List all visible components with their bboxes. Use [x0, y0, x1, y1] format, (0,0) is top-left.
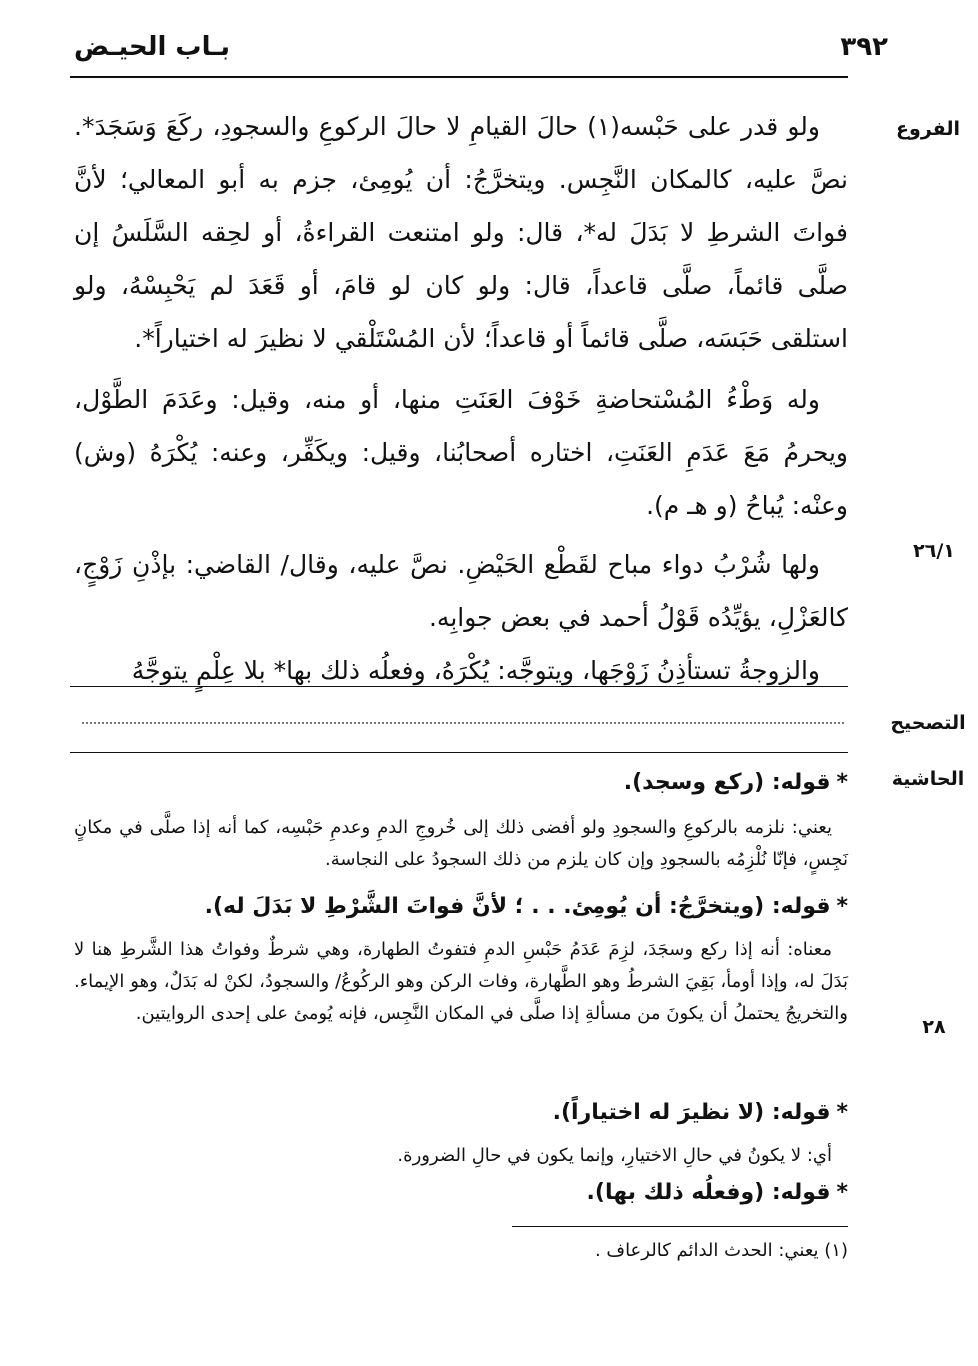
main-paragraph: ولو قدر على حَبْسه(١) حالَ القيامِ لا حالَ الركوعِ والسجودِ، ركَعَ وَسَجَدَ*. نصَّ عليه، كالمكان النَّجِس. ويتخرَّجُ: أن يُومِئ، جزم به أبو المعالي؛ لأنَّ فواتَ الشرطِ لا بَدَلَ له*، قال: ولو امتنعت القراءةُ، أو لحِقه السَّلَسُ إن صلَّى قائماً، صلَّى قاعداً، قال: ولو كان لو قامَ، أو قَعَدَ لم يَحْبِسْهُ، ولو استلقى حَبَسَه، صلَّى قائماً أو قاعداً؛ لأن المُسْتَلْقي لا نظيرَ له اختياراً*. [74, 112, 848, 353]
side-label-tashih: التصحيح [890, 712, 966, 734]
note-heading: *قوله: (لا نظيرَ له اختياراً). [552, 1100, 848, 1125]
section-rule [70, 686, 848, 687]
note-heading: *قوله: (ركع وسجد). [623, 770, 848, 795]
main-text [74, 100, 848, 697]
side-label-hashiya: الحاشية [891, 768, 965, 790]
main-paragraph: والزوجةُ تستأذِنُ زَوْجَها، ويتوجَّه: يُكْرَهُ، وفعلُه ذلك بها* بلا عِلْمٍ يتوجَّهُ [131, 656, 820, 685]
note-body: أي: لا يكونُ في حالِ الاختيارِ، وإنما يكون في حالِ الضرورة. [397, 1145, 832, 1166]
footnote: (١) يعني: الحدث الدائم كالرعاف . [594, 1240, 848, 1261]
section-rule [70, 752, 848, 753]
page-number: ٣٩٢ [840, 32, 888, 62]
note-body: معناه: أنه إذا ركع وسجَدَ، لزِمَ عَدَمُ حَبْسِ الدمِ فتفوتُ الطهارة، وهي شرطٌ وفواتُ هذا الشَّرطِ هنا لا بَدَلَ له، وإذا أومأ، بَقِيَ الشرطُ وهو الطَّهارة، وفات الركن وهو الركُوعُ/ والسجودُ، لكنْ له بَدَلٌ، وهو الإيماء. والتخريجُ يحتملُ أن يكونَ من مسألةِ إذا صلَّى في المكان النَّجِس، فإنه يُومئ على إحدى الروايتين. [74, 939, 848, 1024]
main-paragraph: وله وَطْءُ المُسْتحاضةِ خَوْفَ العَنَتِ منها، أو منه، وقيل: وعَدَمَ الطَّوْل، ويحرمُ مَعَ عَدَمِ العَنَتِ، اختاره أصحابُنا، وقيل: ويكَفِّر، وعنه: يُكْرَهُ (وش) وعنْه: يُباحُ (و هـ م). [74, 385, 848, 520]
side-label-furu: الفروع [896, 118, 960, 140]
note-heading: *قوله: (ويتخرَّجُ: أن يُومِئ. . . ؛ لأنَّ فواتَ الشَّرْطِ لا بَدَلَ له). [204, 894, 848, 919]
main-paragraph: ولها شُرْبُ دواء مباح لقَطْع الحَيْضِ. نصَّ عليه، وقال/ القاضي: بإذْنِ زَوْجٍ، كالعَزْلِ، يؤيِّدُه قَوْلُ أحمد في بعض جوابِه. [74, 550, 848, 632]
side-ref-26-1: ٢٦/١ [913, 540, 955, 562]
header-rule [70, 76, 848, 78]
side-ref-28: ٢٨ [922, 1016, 946, 1038]
note-body: يعني: نلزمه بالركوعِ والسجودِ ولو أفضى ذلك إلى خُروجِ الدمِ وعدمِ حَبْسِه، كما أنه إذا صلَّى في مكانٍ نَجِسٍ، فإنّا نُلْزِمُه بالسجودِ وإن كان يلزم من ذلك السجودُ على النجاسة. [74, 817, 848, 870]
footnote-rule [512, 1226, 848, 1227]
note-heading: *قوله: (وفعلُه ذلك بها). [586, 1180, 848, 1205]
chapter-title: بـاب الحيـض [74, 32, 230, 62]
tashih-dotted-line [82, 722, 844, 724]
